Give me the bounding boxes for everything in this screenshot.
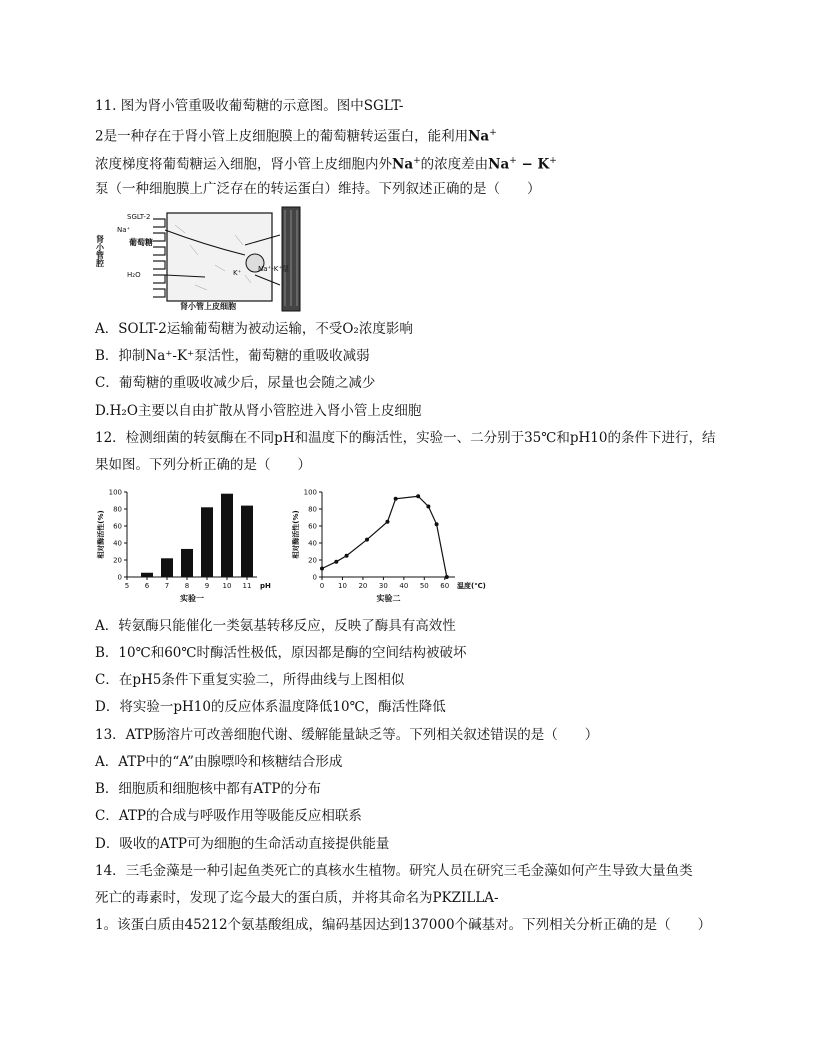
- y-tick-label: 0: [117, 573, 122, 582]
- data-point: [334, 560, 338, 564]
- k-ion-label: K⁺: [233, 269, 242, 277]
- data-point: [426, 504, 430, 508]
- data-point: [416, 494, 420, 498]
- bar: [201, 507, 213, 577]
- q12-option-b[interactable]: B．10℃和60℃时酶活性极低，原因都是酶的空间结构被破坏: [95, 645, 467, 661]
- x-axis-label: pH: [260, 582, 271, 590]
- na-ion-label: Na⁺: [117, 226, 131, 234]
- q14-stem-line2: 死亡的毒素时，发现了迄今最大的蛋白质，并将其命名为PKZILLA-: [95, 890, 499, 906]
- x-tick-label: 40: [399, 582, 409, 590]
- x-tick-label: 10: [338, 582, 347, 590]
- y-tick-label: 80: [308, 505, 317, 514]
- pump-label: Na⁺-K⁺泵: [258, 265, 290, 273]
- q13-option-a[interactable]: A．ATP中的“A”由腺嘌呤和核糖结合形成: [95, 754, 343, 770]
- x-tick-label: 5: [124, 582, 130, 590]
- bar: [241, 506, 253, 577]
- bar: [141, 573, 153, 577]
- y-tick-label: 0: [312, 573, 317, 582]
- data-point: [394, 497, 398, 501]
- y-tick-label: 100: [303, 488, 317, 497]
- x-tick-label: 11: [242, 582, 252, 590]
- chart-caption: 实验一: [180, 594, 204, 603]
- h2o-label: H₂O: [127, 271, 141, 279]
- q13-option-d[interactable]: D．吸收的ATP可为细胞的生命活动直接提供能量: [95, 836, 390, 852]
- lumen-label: 肾小管腔: [95, 235, 105, 267]
- data-point: [365, 538, 369, 542]
- q11-option-d[interactable]: D.H₂O主要以自由扩散从肾小管腔进入肾小管上皮细胞: [95, 403, 422, 419]
- x-axis-label: 温度(℃): [457, 582, 486, 590]
- chart-caption: 实验二: [376, 594, 401, 603]
- cell-caption: 肾小管上皮细胞: [180, 302, 236, 311]
- data-point: [385, 520, 389, 524]
- x-tick-label: 20: [358, 582, 368, 590]
- q12-stem-line1: 12．检测细菌的转氨酶在不同pH和温度下的酶活性，实验一、二分别于35℃和pH10的条件下进行，结: [95, 430, 716, 446]
- q11-stem-line1: 11. 图为肾小管重吸收葡萄糖的示意图。图中SGLT-: [95, 98, 404, 114]
- y-tick-label: 20: [113, 556, 122, 565]
- bar: [181, 549, 193, 577]
- x-tick-label: 7: [164, 582, 170, 590]
- q12-option-a[interactable]: A．转氨酶只能催化一类氨基转移反应，反映了酶具有高效性: [95, 618, 456, 634]
- q14-stem-line1: 14．三毛金藻是一种引起鱼类死亡的真核水生植物。研究人员在研究三毛金藻如何产生导致大量鱼类: [95, 863, 693, 879]
- q11-stem-line2: 2是一种存在于肾小管上皮细胞膜上的葡萄糖转运蛋白，能利用Na+: [95, 128, 497, 145]
- q13-stem: 13．ATP肠溶片可改善细胞代谢、缓解能量缺乏等。下列相关叙述错误的是（ ）: [95, 727, 599, 743]
- y-tick-label: 60: [113, 522, 122, 531]
- q11-option-c[interactable]: C．葡萄糖的重吸收减少后，尿量也会随之减少: [95, 375, 376, 391]
- bar: [221, 494, 233, 577]
- q11-option-a[interactable]: A．SOLT-2运输葡萄糖为被动运输，不受O₂浓度影响: [95, 321, 413, 337]
- data-point: [345, 554, 349, 558]
- x-tick-label: 0: [319, 582, 325, 590]
- data-point: [445, 575, 449, 579]
- sglt2-label: SGLT-2: [127, 213, 151, 221]
- y-axis-label: 相对酶活性(%): [97, 510, 105, 559]
- y-tick-label: 80: [113, 505, 122, 514]
- y-tick-label: 100: [108, 488, 122, 497]
- y-axis-label: 相对酶活性(%): [292, 510, 300, 559]
- y-tick-label: 40: [113, 539, 122, 548]
- q12-option-c[interactable]: C．在pH5条件下重复实验二，所得曲线与上图相似: [95, 672, 405, 688]
- x-tick-label: 50: [419, 582, 429, 590]
- y-tick-label: 40: [308, 539, 317, 548]
- data-point: [320, 567, 324, 571]
- q13-option-b[interactable]: B．细胞质和细胞核中都有ATP的分布: [95, 781, 322, 797]
- kidney-tubule-figure: [95, 205, 310, 313]
- q14-stem-line3: 1。该蛋白质由45212个氨基酸组成，编码基因达到137000个碱基对。下列相关分析正确的是（ ）: [95, 917, 712, 933]
- q12-stem-line2: 果如图。下列分析正确的是（ ）: [95, 457, 311, 473]
- x-tick-label: 10: [222, 582, 232, 590]
- q11-stem-line3: 浓度梯度将葡萄糖运入细胞，肾小管上皮细胞内外Na+的浓度差由Na+ − K+: [95, 156, 557, 173]
- x-tick-label: 30: [378, 582, 388, 590]
- y-tick-label: 20: [308, 556, 317, 565]
- q13-option-c[interactable]: C．ATP的合成与呼吸作用等吸能反应相联系: [95, 808, 362, 824]
- x-tick-label: 60: [440, 582, 450, 590]
- chart-experiment-1: [95, 482, 275, 607]
- microvilli: [153, 219, 165, 297]
- y-tick-label: 60: [308, 522, 317, 531]
- glucose-label: 葡萄糖: [129, 238, 153, 247]
- chart-experiment-2: [290, 482, 490, 607]
- x-tick-label: 9: [204, 582, 210, 590]
- q11-option-b[interactable]: B．抑制Na⁺-K⁺泵活性，葡萄糖的重吸收减弱: [95, 348, 370, 364]
- q11-stem-line4: 泵（一种细胞膜上广泛存在的转运蛋白）维持。下列叙述正确的是（ ）: [95, 181, 541, 197]
- q12-option-d[interactable]: D．将实验一pH10的反应体系温度降低10℃，酶活性降低: [95, 699, 446, 715]
- x-tick-label: 8: [184, 582, 190, 590]
- x-tick-label: 6: [144, 582, 150, 590]
- bar: [161, 558, 173, 577]
- data-point: [435, 522, 439, 526]
